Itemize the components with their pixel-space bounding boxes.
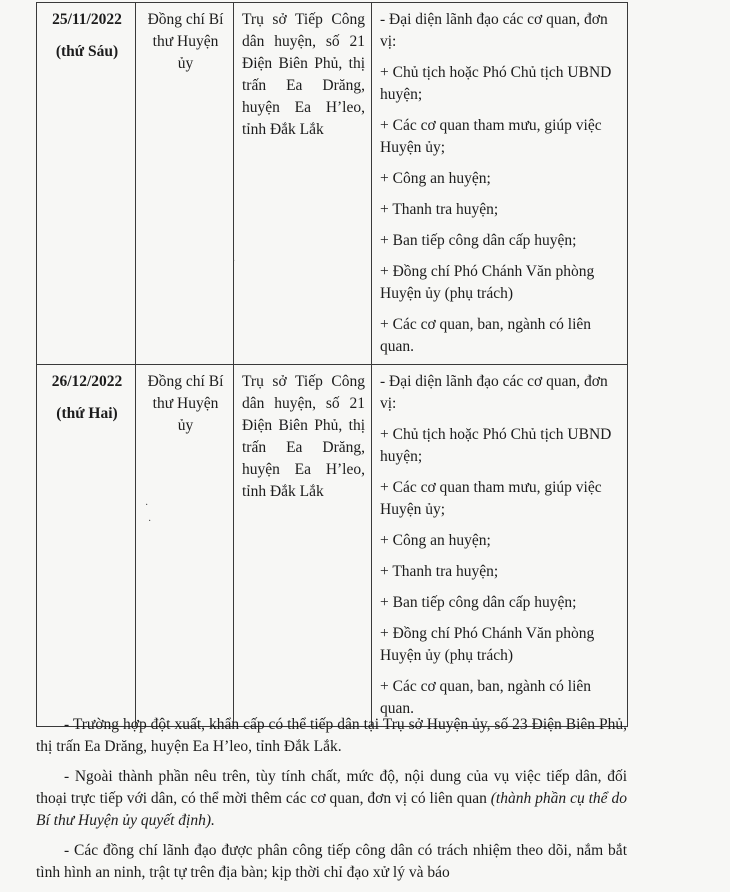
participant-item: - Đại diện lãnh đạo các cơ quan, đơn vị:: [380, 11, 608, 50]
date-cell: [37, 3, 136, 365]
participants-cell: [372, 365, 628, 727]
note-text: - Ngoài thành phần nêu trên, tùy tính chất, mức độ, nội dung của vụ việc tiếp dân, đối thoại trực tiếp với dân, có thể mời thêm các cơ quan, đơn vị có liên quan: [36, 768, 627, 807]
note-paragraph: [36, 766, 627, 832]
participants-cell: [372, 3, 628, 365]
participant-item: + Các cơ quan, ban, ngành có liên quan.: [380, 316, 592, 355]
participant-item: + Đồng chí Phó Chánh Văn phòng Huyện ủy (phụ trách): [380, 263, 595, 302]
note-paragraph: - Các đồng chí lãnh đạo được phân công tiếp công dân có trách nhiệm theo dõi, nắm bắt tình hình an ninh, trật tự trên địa bàn; kịp thời chỉ đạo xử lý và báo: [36, 842, 627, 881]
scan-speck: ·: [232, 256, 236, 267]
presider-cell: Đồng chí Bí thư Huyện ủy: [136, 365, 234, 727]
participant-item: + Ban tiếp công dân cấp huyện;: [380, 594, 577, 611]
location-cell: Trụ sở Tiếp Công dân huyện, số 21 Điện Biên Phủ, thị trấn Ea Drăng, huyện Ea H’leo, tỉnh Đắk Lắk: [234, 3, 372, 365]
scan-speck: ·: [145, 500, 149, 511]
participant-item: + Chủ tịch hoặc Phó Chủ tịch UBND huyện;: [380, 64, 612, 103]
participant-item: - Đại diện lãnh đạo các cơ quan, đơn vị:: [380, 373, 608, 412]
date-value: 26/12/2022: [51, 373, 123, 390]
weekday-value: (thứ Sáu): [55, 43, 119, 60]
notes-section: [36, 714, 627, 892]
participant-item: + Công an huyện;: [380, 170, 491, 187]
note-italic: (thành phần cụ thể do Bí thư Huyện ủy quyết định).: [36, 790, 627, 829]
schedule-table: [36, 2, 628, 727]
note-paragraph: - Trường hợp đột xuất, khẩn cấp có thể tiếp dân tại Trụ sở Huyện ủy, số 23 Điện Biên Phủ, thị trấn Ea Drăng, huyện Ea H’leo, tỉnh Đắk Lắk.: [36, 716, 627, 755]
location-cell: Trụ sở Tiếp Công dân huyện, số 21 Điện Biên Phủ, thị trấn Ea Drăng, huyện Ea H’leo, tỉnh Đắk Lắk: [234, 365, 372, 727]
scan-speck: ·: [148, 516, 152, 527]
participant-item: + Các cơ quan, ban, ngành có liên quan.: [380, 678, 592, 717]
table-row: [37, 365, 628, 727]
participant-item: + Đồng chí Phó Chánh Văn phòng Huyện ủy (phụ trách): [380, 625, 595, 664]
participant-item: + Thanh tra huyện;: [380, 201, 499, 218]
weekday-value: (thứ Hai): [56, 405, 118, 422]
table-row: [37, 3, 628, 365]
presider-cell: Đồng chí Bí thư Huyện ủy: [136, 3, 234, 365]
date-cell: [37, 365, 136, 727]
participant-item: + Công an huyện;: [380, 532, 491, 549]
date-value: 25/11/2022: [52, 11, 122, 28]
participant-item: + Ban tiếp công dân cấp huyện;: [380, 232, 577, 249]
participant-item: + Các cơ quan tham mưu, giúp việc Huyện ủy;: [380, 117, 602, 156]
participant-item: + Các cơ quan tham mưu, giúp việc Huyện ủy;: [380, 479, 602, 518]
participant-item: + Chủ tịch hoặc Phó Chủ tịch UBND huyện;: [380, 426, 612, 465]
participant-item: + Thanh tra huyện;: [380, 563, 499, 580]
